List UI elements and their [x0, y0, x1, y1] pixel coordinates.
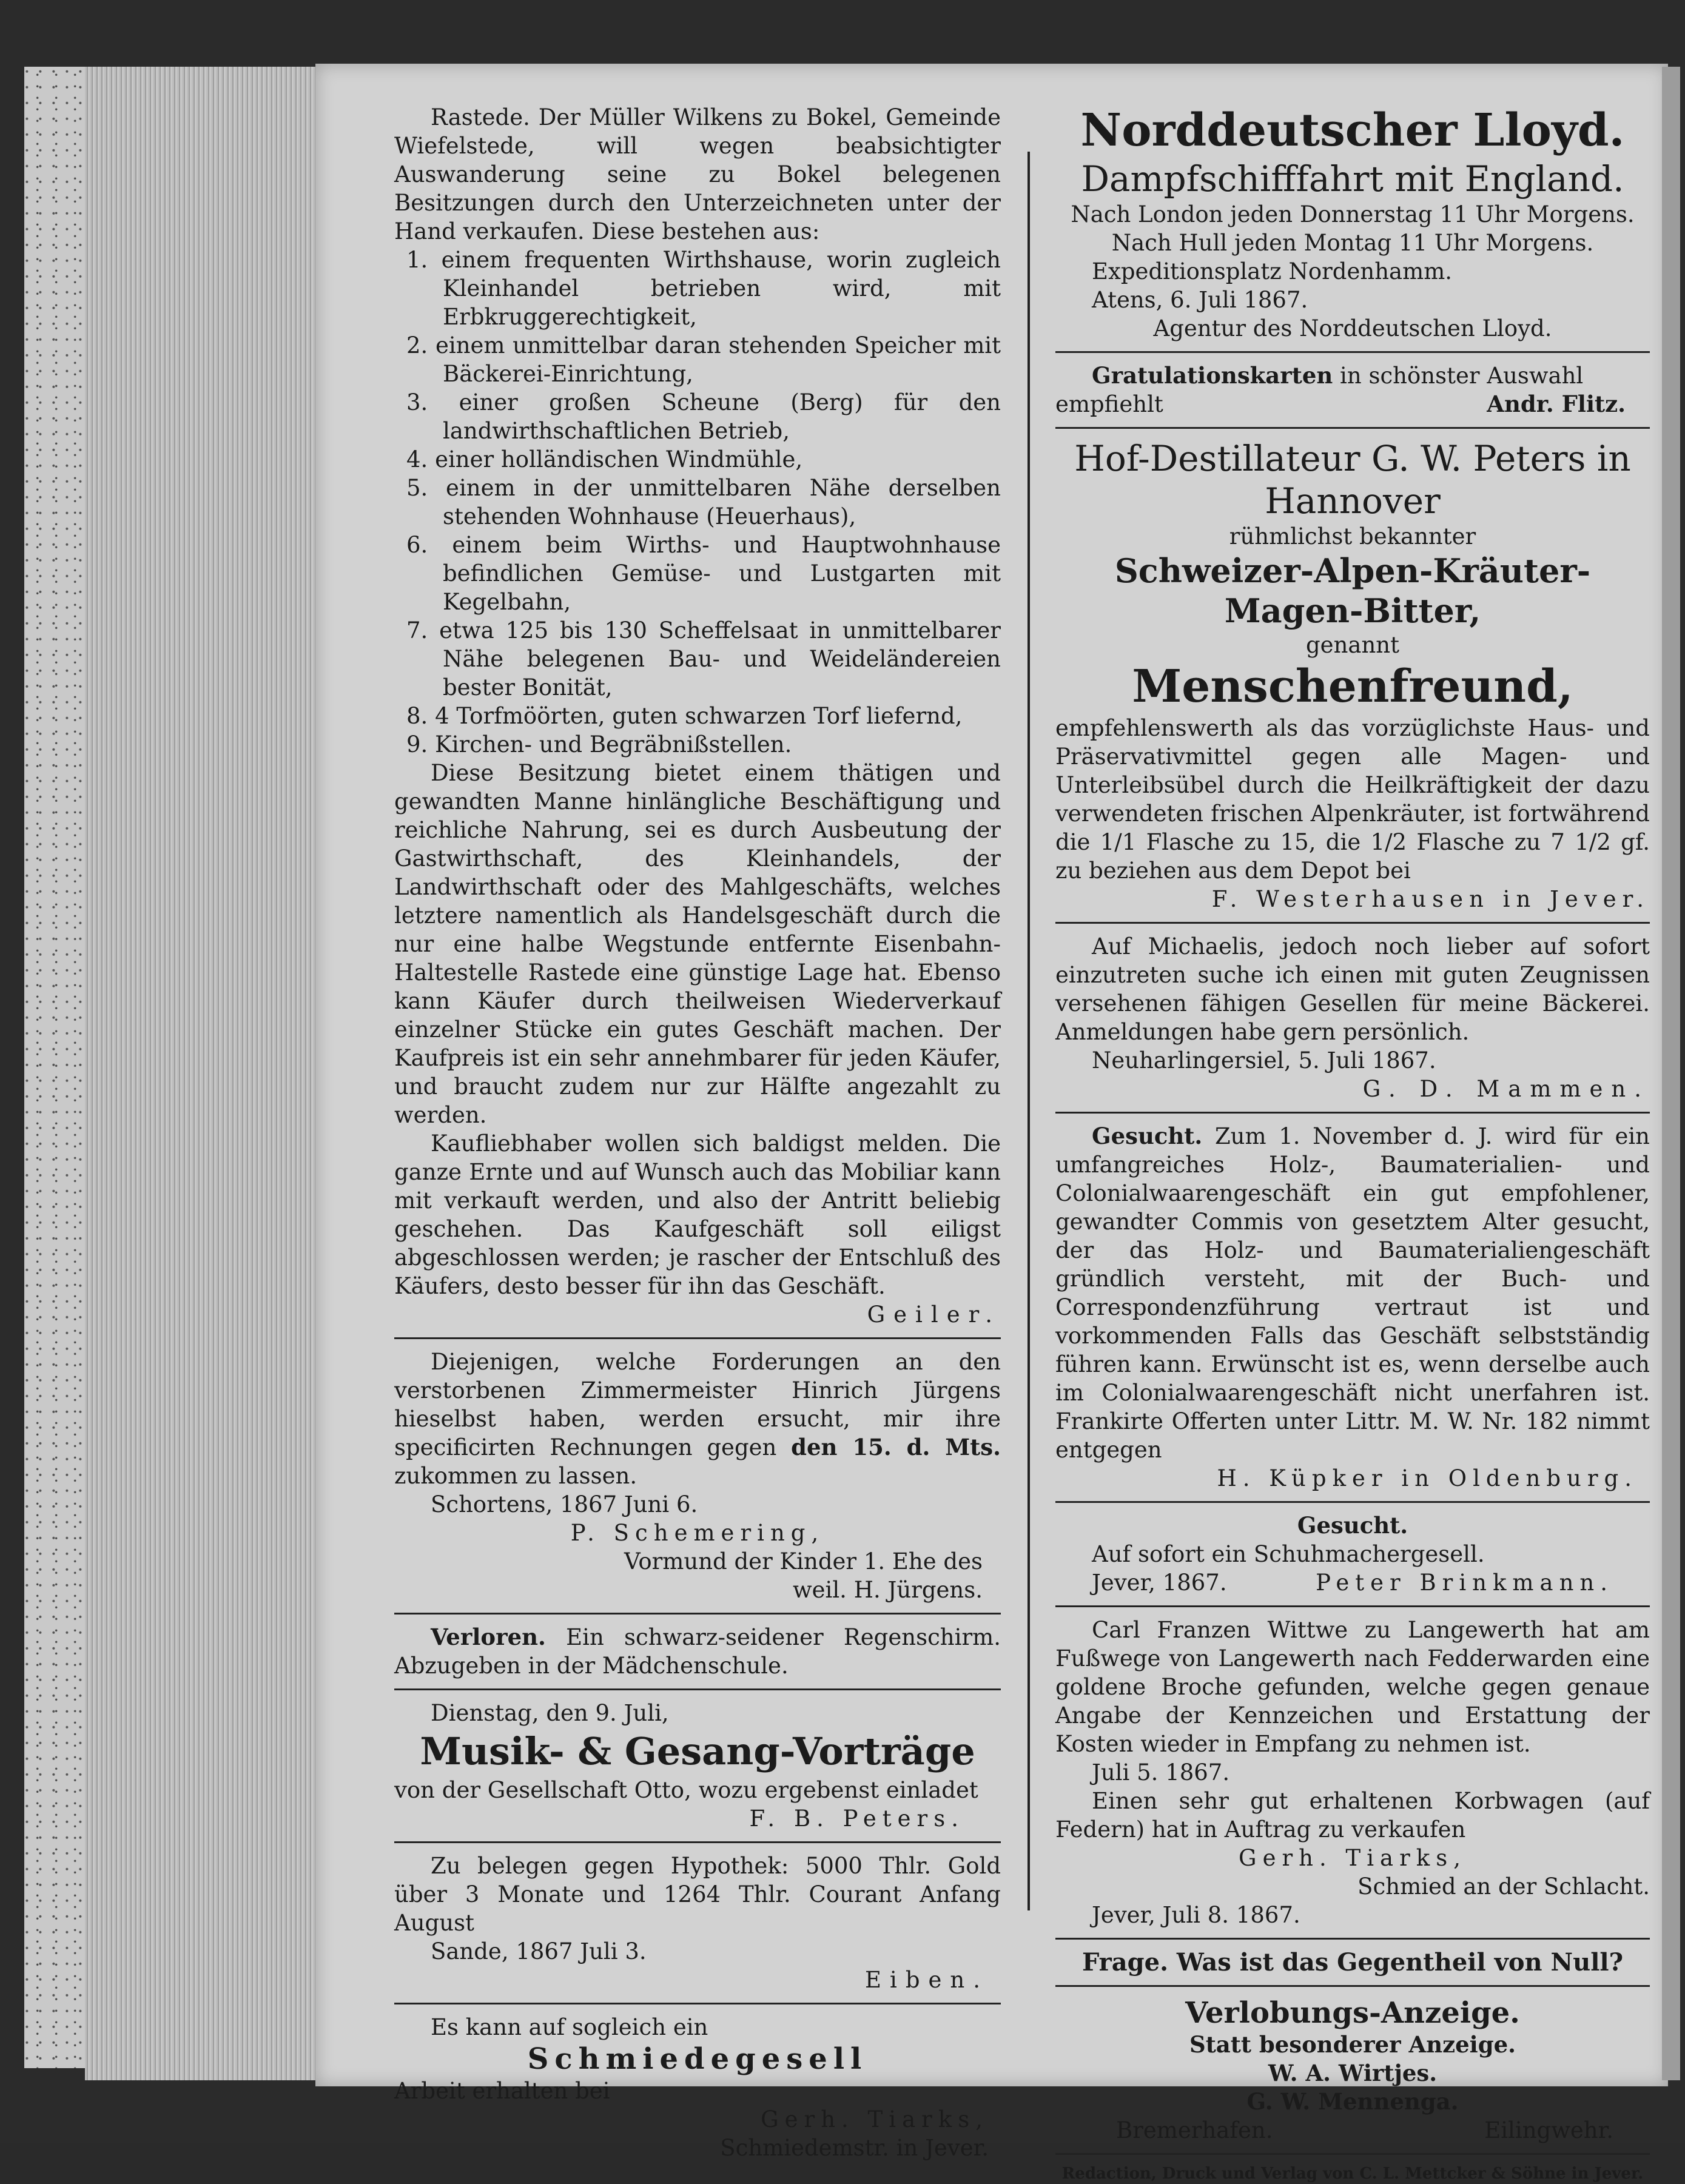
- divider: [1055, 1112, 1650, 1114]
- ad-lead: Verloren.: [431, 1624, 546, 1650]
- list-item: 2. einem unmittelbar daran stehenden Speicher mit Bäckerei-Einrichtung,: [406, 332, 1001, 387]
- divider: [1055, 351, 1650, 353]
- ad-korbwagen: [1055, 1787, 1650, 1929]
- ad-rastede-lead: Rastede.: [431, 104, 530, 130]
- ad-text: rühmlichst bekannter: [1229, 523, 1476, 549]
- ad-line: Nach London jeden Donnerstag 11 Uhr Morgens.: [1071, 201, 1635, 227]
- signature-role: Vormund der Kinder 1. Ehe des: [624, 1548, 983, 1574]
- ad-line: Expeditionsplatz Nordenhamm.: [1092, 258, 1453, 284]
- list-item: 9. Kirchen- und Begräbnißstellen.: [406, 731, 792, 758]
- column-divider: [1027, 152, 1030, 1910]
- right-page-fold: [1662, 67, 1680, 2080]
- place: Bremerhafen.: [1116, 2117, 1273, 2143]
- signature: F. B. Peters.: [749, 1806, 964, 1832]
- right-column: [1055, 103, 1650, 2184]
- ad-text: Zum 1. November d. J. wird für ein umfangreiches Holz-, Baumaterialien- und Colonialwaarengeschäft ein gut empfohlener, gewandter Commis von gesetztem Alter gesucht, der das Holz- und Baumaterialiengeschäft gründlich versteht, mit der Buch- und Correspondenzführung vertraut ist und vorkommenden Falls das Geschäft selbstständig führen kann. Erwünscht ist es, wenn derselbe auch im Colonialwaarengeschäft nicht unerfahren ist. Frankirte Offerten unter Littr. M. W. Nr. 182 nimmt entgegen: [1055, 1123, 1650, 1463]
- divider: [1055, 2153, 1650, 2155]
- list-item: 6. einem beim Wirths- und Hauptwohnhause befindlichen Gemüse- und Lustgarten mit Kegelbahn,: [406, 532, 1001, 615]
- ad-title: Verlobungs-Anzeige.: [1185, 1996, 1520, 2030]
- ad-musik: [394, 1699, 1001, 1833]
- name: W. A. Wirtjes.: [1268, 2060, 1438, 2086]
- signature: Gerh. Tiarks,: [1239, 1845, 1467, 1871]
- divider: [394, 2003, 1001, 2004]
- divider: [1055, 1501, 1650, 1503]
- ad-subtitle: Dampfschifffahrt mit England.: [1081, 158, 1624, 200]
- list-item: 1. einem frequenten Wirthshause, worin zugleich Kleinhandel betrieben wird, mit Erbkruggerechtigkeit,: [406, 247, 1001, 330]
- signature: Peter Brinkmann.: [1316, 1570, 1613, 1596]
- list-item: 3. einer großen Scheune (Berg) für den landwirthschaftlichen Betrieb,: [406, 389, 1001, 444]
- ad-gratulation: [1055, 361, 1650, 418]
- ad-text: Einen sehr gut erhaltenen Korbwagen (auf Federn) hat in Auftrag zu verkaufen: [1055, 1788, 1650, 1843]
- ad-line: Atens, 6. Juli 1867.: [1092, 287, 1308, 313]
- ad-text: zukommen zu lassen.: [394, 1463, 637, 1489]
- divider: [1055, 1605, 1650, 1607]
- ad-text: genannt: [1306, 632, 1399, 658]
- ad-line: Agentur des Norddeutschen Lloyd.: [1153, 315, 1552, 341]
- ad-text: Auf sofort ein Schuhmachergesell.: [1092, 1541, 1485, 1567]
- place-date: Sande, 1867 Juli 3.: [431, 1938, 647, 1964]
- ad-text: Carl Franzen Wittwe zu Langewerth hat am Fußwege von Langewerth nach Fedderwarden eine goldene Broche gefunden, welche gegen genaue Angabe der Kennzeichen und Erstattung der Kosten wieder in Empfang zu nehmen ist.: [1055, 1617, 1650, 1757]
- ad-franzen: [1055, 1616, 1650, 1787]
- ad-title: Hof-Destillateur G. W. Peters in: [1074, 438, 1631, 479]
- ad-title: Schmiedegesell: [527, 2042, 868, 2076]
- ad-verloren: [394, 1623, 1001, 1680]
- deadline: den 15. d. Mts.: [791, 1434, 1001, 1460]
- date: Juli 5. 1867.: [1092, 1759, 1230, 1786]
- ad-text: Zu belegen gegen Hypothek: 5000 Thlr. Gold über 3 Monate und 1264 Thlr. Courant Anfang August: [394, 1853, 1001, 1936]
- ad-title: Gesucht.: [1297, 1512, 1408, 1539]
- name: G. W. Mennenga.: [1246, 2088, 1459, 2115]
- page-edges: [85, 67, 315, 2080]
- signature-role: weil. H. Jürgens.: [792, 1577, 983, 1603]
- place-date: Neuharlingersiel, 5. Juli 1867.: [1092, 1047, 1436, 1074]
- divider: [394, 1688, 1001, 1690]
- divider: [394, 1613, 1001, 1614]
- ad-lloyd: [1055, 103, 1650, 343]
- divider: [1055, 1985, 1650, 1987]
- signature: P. Schemering,: [570, 1520, 825, 1546]
- place-date: Schortens, 1867 Juni 6.: [431, 1491, 698, 1517]
- left-column: [394, 103, 1001, 2162]
- ad-rastede-paragraph: Diese Besitzung bietet einem thätigen und gewandten Manne hinlängliche Beschäftigung und reichliche Nahrung, sei es durch Ausbeutung der Gastwirthschaft, des Kleinhandels, der Landwirthschaft oder des Mahlgeschäfts, welches letztere namentlich als Handelsgeschäft durch die nur eine halbe Wegstunde entfernte Eisenbahn-Haltestelle Rastede eine günstige Lage hat. Ebenso kann Käufer durch theilweisen Wiederverkauf einzelner Stücke ein gutes Geschäft machen. Der Kaufpreis ist ein sehr annehmbarer für jeden Käufer, und braucht zudem nur zur Hälfte angezahlt zu werden.: [394, 760, 1001, 1128]
- place: Eilingwehr.: [1484, 2117, 1613, 2143]
- signature-role: Schmiedemstr. in Jever.: [720, 2135, 989, 2161]
- divider: [394, 1841, 1001, 1843]
- ad-title: Norddeutscher Lloyd.: [1080, 104, 1625, 156]
- ad-title: Hannover: [1265, 480, 1441, 522]
- ad-text: von der Gesellschaft Otto, wozu ergebenst einladet: [394, 1777, 978, 1803]
- ad-peters: [1055, 437, 1650, 913]
- ad-gesucht-commis: [1055, 1122, 1650, 1493]
- signature: Geiler.: [867, 1302, 1001, 1328]
- ad-schmied: [394, 2013, 1001, 2162]
- divider: [1055, 427, 1650, 429]
- signature: G. D. Mammen.: [1362, 1076, 1650, 1102]
- date: Dienstag, den 9. Juli,: [431, 1700, 669, 1726]
- ad-title: Menschenfreund,: [1132, 660, 1573, 713]
- ad-title: Musik- & Gesang-Vorträge: [420, 1729, 975, 1773]
- ad-text: in schönster Auswahl: [1340, 363, 1584, 389]
- ad-frage: Frage. Was ist das Gegentheil von Null?: [1081, 1948, 1624, 1977]
- ad-text: empfehlenswerth als das vorzüglichste Haus- und Präservativmittel gegen alle Magen- und Unterleibsübel durch die Heilkräftigkeit der dazu verwendeten frischen Alpenkräuter, ist fortwährend die 1/1 Flasche zu 15, die 1/2 Flasche zu 7 1/2 gf. zu beziehen aus dem Depot bei: [1055, 715, 1650, 884]
- list-item: 7. etwa 125 bis 130 Scheffelsaat in unmittelbarer Nähe belegenen Bau- und Weideländereien bester Bonität,: [406, 617, 1001, 701]
- ad-lead: Gratulationskarten: [1092, 362, 1333, 389]
- signature: Andr. Flitz.: [1487, 391, 1626, 417]
- divider: [1055, 1938, 1650, 1940]
- ad-gesucht-schuhmacher: [1055, 1511, 1650, 1597]
- ad-juergens: [394, 1348, 1001, 1604]
- signature: F. Westerhausen in Jever.: [1211, 886, 1650, 912]
- ad-text: Es kann auf sogleich ein: [431, 2014, 708, 2040]
- ad-title: Magen-Bitter,: [1224, 591, 1481, 630]
- ad-rastede: [394, 103, 1001, 1329]
- signature: Gerh. Tiarks,: [761, 2106, 989, 2132]
- ad-line: Nach Hull jeden Montag 11 Uhr Morgens.: [1111, 230, 1594, 256]
- ad-text: Diejenigen, welche Forderungen an den verstorbenen Zimmermeister Hinrich Jürgens hieselbst haben, werden ersucht, mir ihre specificirten Rechnungen gegen: [394, 1349, 1001, 1460]
- signature: H. Küpker in Oldenburg.: [1217, 1465, 1638, 1491]
- list-item: 5. einem in der unmittelbaren Nähe derselben stehenden Wohnhause (Heuerhaus),: [406, 475, 1001, 529]
- ad-verlobung: [1055, 1995, 1650, 2145]
- ad-subtitle: Statt besonderer Anzeige.: [1189, 2031, 1516, 2058]
- list-item: 4. einer holländischen Windmühle,: [406, 446, 803, 472]
- ad-text: Auf Michaelis, jedoch noch lieber auf sofort einzutreten suche ich einen mit guten Zeugnissen versehenen fähigen Gesellen für meine Bäckerei. Anmeldungen habe gern persönlich.: [1055, 933, 1650, 1045]
- imprint: Redaction, Druck und Verlag von C. L. Mettcker & Söhne in Jever.: [1061, 2165, 1644, 2183]
- ad-michaelis: [1055, 932, 1650, 1103]
- ad-rastede-intro: Der Müller Wilkens zu Bokel, Gemeinde Wiefelstede, will wegen beabsichtigter Auswanderung seine zu Bokel belegenen Besitzungen durch den Unterzeichneten unter der Hand verkaufen. Diese bestehen aus:: [394, 104, 1001, 244]
- ad-title: Schweizer-Alpen-Kräuter-: [1114, 551, 1591, 590]
- ad-lead: Gesucht.: [1092, 1123, 1203, 1149]
- ad-hypothek: [394, 1852, 1001, 1994]
- book-spine-stained: [24, 67, 85, 2068]
- list-item: 8. 4 Torfmöörten, guten schwarzen Torf liefernd,: [406, 703, 963, 729]
- ad-rastede-paragraph: Kaufliebhaber wollen sich baldigst melden. Die ganze Ernte und auf Wunsch auch das Mobiliar kann mit verkauft werden, und also der Antritt beliebig geschehen. Das Kaufgeschäft soll eiligst abgeschlossen werden; je rascher der Entschluß des Käufers, desto besser für ihn das Geschäft.: [394, 1131, 1001, 1299]
- divider: [1055, 922, 1650, 924]
- place-date: Jever, 1867.: [1092, 1570, 1227, 1596]
- ad-text: empfiehlt: [1055, 391, 1163, 417]
- ad-text: Arbeit erhalten bei: [394, 2078, 610, 2104]
- place-date: Jever, Juli 8. 1867.: [1092, 1902, 1300, 1928]
- ad-text: Ein schwarz-seidener Regenschirm. Abzugeben in der Mädchenschule.: [394, 1624, 1001, 1679]
- signature: Eiben.: [864, 1967, 989, 1993]
- divider: [394, 1337, 1001, 1339]
- signature-role: Schmied an der Schlacht.: [1357, 1873, 1650, 1900]
